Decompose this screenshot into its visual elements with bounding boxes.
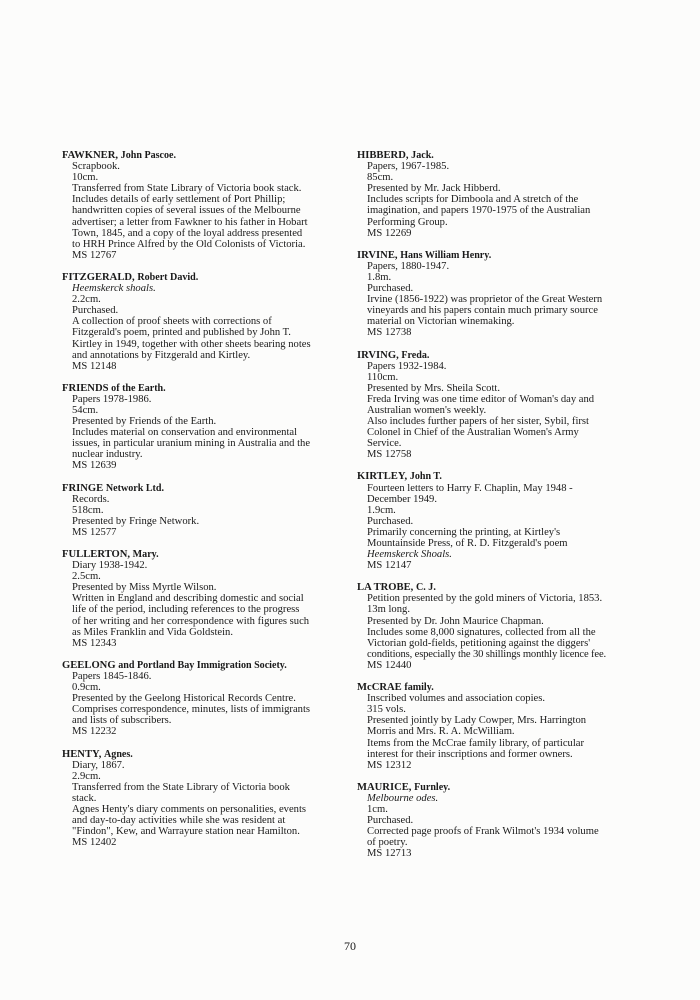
- entry-heading: [62, 660, 345, 671]
- entry-heading: [357, 250, 643, 261]
- entry-line: imagination, and papers 1970-1975 of the Australian: [367, 205, 591, 217]
- catalogue-entry-fitzgerald: [62, 272, 345, 372]
- entry-line: Records.: [72, 493, 110, 505]
- entry-line: as Miles Franklin and Vida Goldstein.: [72, 626, 234, 638]
- entry-line: issues, in particular uranium mining in Australia and the: [72, 438, 311, 450]
- entry-name: HIBBERD,: [357, 150, 409, 161]
- entry-line: Morris and Mrs. R. A. McWilliam.: [367, 726, 515, 738]
- entry-name-rest: Jack.: [411, 150, 434, 161]
- entry-line: Inscribed volumes and association copies.: [367, 693, 545, 705]
- entry-line: 54cm.: [72, 404, 99, 416]
- entry-name-rest: Mary.: [132, 549, 159, 560]
- entry-line: handwritten copies of several issues of the Melbourne: [72, 205, 301, 217]
- entry-name-rest: Network Ltd.: [105, 482, 164, 494]
- entry-heading: [357, 350, 643, 361]
- entry-name: IRVINE,: [357, 249, 398, 261]
- ms-number: MS 12232: [72, 726, 117, 738]
- entry-line: Scrapbook.: [72, 161, 120, 173]
- entry-name-rest: Furnley.: [414, 781, 451, 793]
- entry-heading: [62, 272, 345, 283]
- entry-name-rest: of the Earth.: [111, 382, 166, 394]
- entry-line: Papers, 1967-1985.: [367, 161, 450, 173]
- entry-line: Also includes further papers of her sister, Sybil, first: [367, 416, 589, 428]
- entry-line: Written in England and describing domestic and social: [72, 593, 304, 605]
- entry-name: FULLERTON,: [62, 549, 131, 560]
- ms-number: MS 12767: [72, 249, 117, 261]
- entry-line: Includes some 8,000 signatures, collected from all the: [367, 626, 596, 638]
- entry-line: Transferred from State Library of Victoria book stack.: [72, 183, 302, 195]
- entry-line: life of the period, including references to the progress: [72, 604, 300, 616]
- entry-line: vineyards and his papers contain much primary source: [367, 305, 598, 317]
- entry-line: advertiser; a letter from Fawkner to his father in Hobart: [72, 216, 308, 228]
- catalogue-entry-maurice: [357, 782, 643, 860]
- entry-line: 110cm.: [367, 371, 399, 383]
- entry-name: FAWKNER,: [62, 150, 119, 161]
- ms-number: MS 12147: [367, 560, 412, 572]
- entry-heading: [62, 483, 345, 494]
- entry-line: Presented by Mr. Jack Hibberd.: [367, 183, 501, 195]
- entry-line: A collection of proof sheets with corrections of: [72, 316, 272, 328]
- entry-line: Mountainside Press, of R. D. Fitzgerald's poem: [367, 538, 568, 549]
- entry-name-rest: and Portland Bay Immigration Society.: [118, 659, 287, 671]
- catalogue-entry-henty: [62, 749, 345, 849]
- entry-line: Transferred from the State Library of Victoria book: [72, 781, 290, 793]
- entry-name-rest: John Pascoe.: [120, 150, 177, 161]
- entry-line: nuclear industry.: [72, 449, 143, 461]
- entry-title-line: Heemskerck Shoals.: [367, 549, 452, 561]
- ms-number: MS 12758: [367, 449, 412, 461]
- entry-line: 1cm.: [367, 803, 388, 815]
- entry-line: Items from the McCrae family library, of particular: [367, 737, 584, 749]
- page-number: 70: [344, 939, 356, 953]
- entry-title-line: Heemskerck shoals.: [72, 283, 156, 295]
- entry-heading: [62, 383, 345, 394]
- entry-title-line: Melbourne odes.: [367, 792, 439, 804]
- ms-number: MS 12713: [367, 848, 412, 860]
- entry-line: Fitzgerald's poem, printed and published by John T.: [72, 327, 291, 339]
- entry-heading: [62, 549, 345, 560]
- entry-line: Presented by Mrs. Sheila Scott.: [367, 382, 500, 394]
- entry-line: to HRH Prince Alfred by the Old Colonists of Victoria.: [72, 238, 306, 250]
- entry-line: Presented by the Geelong Historical Records Centre.: [72, 693, 296, 705]
- entry-name-rest: Robert David.: [137, 271, 199, 283]
- entry-line: Diary 1938-1942.: [72, 560, 148, 572]
- catalogue-entry-irvine: [357, 250, 643, 339]
- entry-line: Primarily concerning the printing, at Kirtley's: [367, 526, 561, 538]
- entry-name: FITZGERALD,: [62, 271, 135, 283]
- catalogue-entry-mccrae: [357, 682, 643, 771]
- entry-line: Agnes Henty's diary comments on personalities, events: [72, 803, 307, 815]
- catalogue-entry-geelong: [62, 660, 345, 738]
- entry-line: Presented jointly by Lady Cowper, Mrs. Harrington: [367, 715, 587, 727]
- catalogue-entry-la-trobe: [357, 582, 643, 671]
- ms-number: MS 12440: [367, 659, 412, 671]
- entry-line: Includes details of early settlement of Port Phillip;: [72, 194, 286, 206]
- entry-line: and lists of subscribers.: [72, 715, 172, 727]
- entry-line: Includes scripts for Dimboola and A stretch of the: [367, 194, 579, 206]
- entry-line: of her writing and her correspondence with figures such: [72, 615, 310, 627]
- ms-number: MS 12148: [72, 360, 117, 372]
- catalogue-entry-friends-of-the-earth: [62, 383, 345, 472]
- entry-name: KIRTLEY,: [357, 471, 408, 483]
- entry-line: Papers 1845-1846.: [72, 670, 152, 682]
- ms-number: MS 12577: [72, 526, 117, 538]
- entry-line: Purchased.: [72, 305, 119, 317]
- entry-line: 518cm.: [72, 504, 104, 516]
- entry-line: Service.: [367, 438, 402, 450]
- catalogue-entry-fawkner: [62, 150, 345, 261]
- entry-name-rest: John T.: [409, 471, 442, 483]
- catalogue-entry-fullerton: [62, 549, 345, 649]
- entry-line: Corrected page proofs of Frank Wilmot's 1934 volume: [367, 826, 599, 838]
- entry-name: GEELONG: [62, 659, 116, 671]
- entry-name: FRINGE: [62, 482, 104, 494]
- ms-number: MS 12402: [72, 837, 117, 849]
- entry-line: Papers 1978-1986.: [72, 393, 152, 405]
- entry-line: Irvine (1856-1922) was proprietor of the Great Western: [367, 294, 603, 306]
- ms-number: MS 12639: [72, 460, 117, 472]
- entry-line: Town, 1845, and a copy of the loyal address presented: [72, 227, 303, 239]
- entry-name-rest: Agnes.: [104, 748, 133, 760]
- entry-line: Petition presented by the gold miners of Victoria, 1853.: [367, 593, 603, 605]
- entry-line: Includes material on conservation and environmental: [72, 427, 298, 439]
- entry-heading: [357, 682, 643, 693]
- entry-heading: [357, 582, 643, 593]
- entry-line: Presented by Dr. John Maurice Chapman.: [367, 615, 544, 627]
- entry-name-rest: C. J.: [415, 582, 436, 594]
- entry-line: 10cm.: [72, 172, 99, 184]
- entry-line: and annotations by Fitzgerald and Kirtley.: [72, 349, 251, 361]
- entry-name: MAURICE,: [357, 781, 412, 793]
- entry-name-rest: Freda.: [401, 349, 430, 361]
- entry-line: Papers 1932-1984.: [367, 360, 447, 372]
- entry-line: Presented by Fringe Network.: [72, 515, 200, 527]
- catalogue-entry-kirtley: [357, 471, 643, 571]
- ms-number: MS 12343: [72, 637, 117, 649]
- entry-line: 1.8m.: [367, 271, 392, 283]
- entry-line: Kirtley in 1949, together with other sheets bearing notes: [72, 338, 311, 350]
- entry-line: 1.9cm.: [367, 504, 396, 516]
- entry-line: 13m long.: [367, 604, 410, 616]
- entry-line: 2.9cm.: [72, 770, 101, 782]
- entry-line: 0.9cm.: [72, 682, 101, 694]
- entry-line: Performing Group.: [367, 216, 448, 228]
- ms-number: MS 12269: [367, 227, 412, 239]
- entry-line: 85cm.: [367, 172, 394, 184]
- entry-line: Freda Irving was one time editor of Woman's day and: [367, 393, 595, 405]
- entry-name: LA TROBE,: [357, 582, 414, 594]
- entry-heading: [357, 782, 643, 793]
- entry-line: Victorian gold-fields, petitioning against the diggers': [367, 637, 591, 649]
- entry-name-rest: Hans William Henry.: [400, 249, 492, 261]
- entry-name: FRIENDS: [62, 382, 109, 394]
- entry-line: Comprises correspondence, minutes, lists of immigrants: [72, 704, 311, 716]
- entry-line: stack.: [72, 792, 97, 804]
- entry-heading: [62, 749, 345, 760]
- entry-line: Colonel in Chief of the Australian Women's Army: [367, 427, 579, 439]
- entry-line: material on Victorian winemaking.: [367, 316, 515, 328]
- ms-number: MS 12738: [367, 327, 412, 339]
- right-column: [357, 150, 643, 870]
- entry-line: "Findon", Kew, and Warrayure station near Hamilton.: [72, 826, 300, 838]
- entry-name: IRVING,: [357, 349, 399, 361]
- entry-line: Diary, 1867.: [72, 759, 125, 771]
- entry-name: McCRAE: [357, 682, 402, 694]
- entry-line: interest for their inscriptions and former owners.: [367, 748, 573, 760]
- catalogue-entry-hibberd: [357, 150, 643, 239]
- catalogue-entry-fringe-network: [62, 483, 345, 538]
- entry-line: Presented by Miss Myrtle Wilson.: [72, 582, 217, 594]
- entry-name: HENTY,: [62, 748, 102, 760]
- entry-heading: [357, 471, 643, 482]
- entry-heading: [357, 150, 643, 161]
- entry-line: Purchased.: [367, 515, 414, 527]
- entry-line: 315 vols.: [367, 704, 406, 716]
- entry-line: Papers, 1880-1947.: [367, 260, 450, 272]
- entry-line: Presented by Friends of the Earth.: [72, 416, 217, 428]
- entry-line: December 1949.: [367, 493, 438, 505]
- entry-line: conditions, especially the 30 shillings monthly licence fee.: [367, 648, 607, 660]
- entry-name-rest: family.: [404, 682, 434, 694]
- entry-line: Purchased.: [367, 283, 414, 295]
- ms-number: MS 12312: [367, 759, 412, 771]
- entry-line: Purchased.: [367, 815, 414, 827]
- entry-line: and day-to-day activities while she was resident at: [72, 815, 286, 827]
- entry-line: of poetry.: [367, 837, 408, 849]
- entry-line: Australian women's weekly.: [367, 404, 487, 416]
- entry-heading: [62, 150, 345, 161]
- left-column: [62, 150, 345, 859]
- catalogue-entry-irving: [357, 350, 643, 461]
- entry-line: 2.2cm.: [72, 294, 101, 306]
- entry-line: 2.5cm.: [72, 571, 101, 583]
- entry-line: Fourteen letters to Harry F. Chaplin, May 1948 -: [367, 482, 573, 494]
